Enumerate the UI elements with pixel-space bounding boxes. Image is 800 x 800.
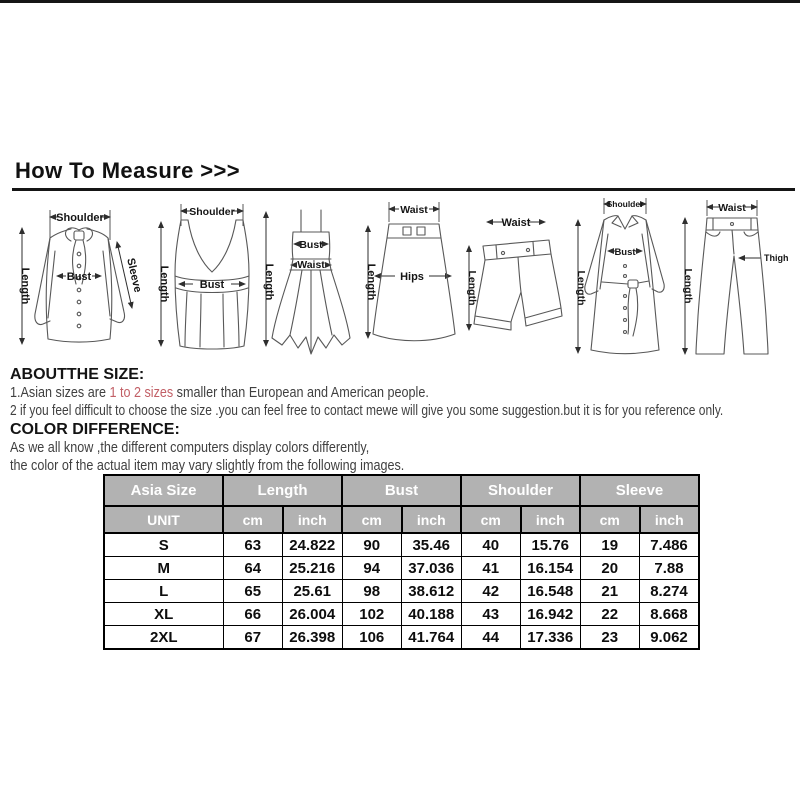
cell-value: 41 (461, 557, 521, 580)
cell-size: L (104, 580, 223, 603)
unit-cell: inch (283, 506, 343, 533)
cell-value: 15.76 (521, 533, 581, 557)
cell-value: 26.004 (283, 603, 343, 626)
table-row-m (104, 557, 699, 580)
coat-diagram (572, 196, 674, 364)
cell-value: 8.668 (640, 603, 700, 626)
pants-diagram (677, 196, 792, 364)
tank-shoulder-label: Shoulder (189, 206, 235, 218)
top-border-bar (0, 0, 800, 3)
cell-value: 7.88 (640, 557, 700, 580)
coat-bust-label: Bust (614, 247, 636, 258)
cell-value: 43 (461, 603, 521, 626)
pants-outline (696, 218, 768, 354)
cell-value: 8.274 (640, 580, 700, 603)
cell-value: 20 (580, 557, 640, 580)
cell-value: 21 (580, 580, 640, 603)
cell-value: 16.548 (521, 580, 581, 603)
cell-value: 38.612 (402, 580, 462, 603)
cell-value: 42 (461, 580, 521, 603)
cell-value: 26.398 (283, 626, 343, 650)
cell-size: XL (104, 603, 223, 626)
cell-size: S (104, 533, 223, 557)
color-difference-line2: the color of the actual item may vary slightly from the following images. (10, 457, 405, 474)
cell-value: 90 (342, 533, 402, 557)
cell-value: 41.764 (402, 626, 462, 650)
pants-thigh-label: Thigh (763, 253, 789, 263)
unit-cell: inch (640, 506, 700, 533)
cell-value: 25.216 (283, 557, 343, 580)
shorts-length-label: Length (465, 270, 478, 306)
cell-value: 17.336 (521, 626, 581, 650)
shorts-outline (474, 240, 562, 330)
size-table (103, 474, 700, 650)
coat-outline (585, 216, 664, 354)
cell-value: 98 (342, 580, 402, 603)
shorts-waist-label: Waist (501, 217, 531, 229)
blouse-sleeve-label: Sleeve (124, 256, 144, 294)
cell-value: 106 (342, 626, 402, 650)
pants-measure-lines (685, 207, 761, 354)
cell-value: 40.188 (402, 603, 462, 626)
cell-value: 19 (580, 533, 640, 557)
pants-length-label: Length (681, 268, 694, 304)
table-group-header-row (104, 475, 699, 506)
dress-outline (272, 210, 350, 354)
pants-waist-label: Waist (718, 202, 746, 214)
header-asia-size: Asia Size (104, 475, 223, 506)
table-row-l (104, 580, 699, 603)
page-title: How To Measure >>> (15, 158, 241, 183)
cell-value: 7.486 (640, 533, 700, 557)
cell-value: 94 (342, 557, 402, 580)
cell-value: 67 (223, 626, 283, 650)
skirt-hips-label: Hips (400, 271, 425, 283)
dress-waist-label: Waist (297, 259, 326, 271)
dress-length-label: Length (263, 263, 276, 301)
table-row-s (104, 533, 699, 557)
cell-size: 2XL (104, 626, 223, 650)
color-difference-heading: COLOR DIFFERENCE: (10, 421, 180, 438)
cell-size: M (104, 557, 223, 580)
blouse-length-label: Length (19, 267, 31, 305)
blouse-diagram (10, 196, 148, 364)
cell-value: 16.942 (521, 603, 581, 626)
blouse-bust-label: Bust (66, 271, 92, 283)
about-size-line1: 1.Asian sizes are 1 to 2 sizes smaller than European and American people. (10, 384, 429, 401)
header-length: Length (223, 475, 342, 506)
cell-value: 64 (223, 557, 283, 580)
measure-diagrams-row (10, 196, 792, 366)
unit-cell: cm (461, 506, 521, 533)
tank-bust-label: Bust (199, 279, 225, 291)
cell-value: 25.61 (283, 580, 343, 603)
cell-value: 65 (223, 580, 283, 603)
cell-value: 102 (342, 603, 402, 626)
table-unit-row (104, 506, 699, 533)
info-text-block (10, 365, 798, 475)
coat-measure-lines (578, 204, 646, 353)
unit-cell: inch (521, 506, 581, 533)
skirt-diagram (363, 196, 459, 364)
cell-value: 35.46 (402, 533, 462, 557)
blouse-shoulder-label: Shoulder (56, 212, 104, 224)
coat-shoulder-label: Shoulder (606, 199, 644, 209)
cell-value: 37.036 (402, 557, 462, 580)
shorts-diagram (463, 196, 569, 364)
blouse-outline (35, 228, 125, 342)
cell-value: 16.154 (521, 557, 581, 580)
about-size-line2: 2 if you feel difficult to choose the size .you can feel free to contact mewe will give you some suggestion.but it is for you reference only. (10, 402, 724, 419)
header-sleeve: Sleeve (580, 475, 699, 506)
tank-length-label: Length (158, 265, 171, 303)
skirt-waist-label: Waist (400, 204, 429, 216)
table-row-xl (104, 603, 699, 626)
cell-value: 24.822 (283, 533, 343, 557)
header-bust: Bust (342, 475, 461, 506)
tank-top-diagram (151, 196, 257, 364)
header-shoulder: Shoulder (461, 475, 580, 506)
about-size-heading: ABOUTTHE SIZE: (10, 366, 145, 383)
dress-bust-label: Bust (299, 239, 323, 251)
cell-value: 63 (223, 533, 283, 557)
unit-cell: cm (580, 506, 640, 533)
cell-value: 44 (461, 626, 521, 650)
unit-cell: inch (402, 506, 462, 533)
cell-value: 22 (580, 603, 640, 626)
title-divider (12, 188, 795, 191)
unit-cell: cm (342, 506, 402, 533)
unit-cell: cm (223, 506, 283, 533)
cell-value: 23 (580, 626, 640, 650)
coat-length-label: Length (574, 270, 587, 306)
cell-value: 66 (223, 603, 283, 626)
size-note-highlight: 1 to 2 sizes (109, 384, 174, 401)
table-row-2xl (104, 626, 699, 650)
shorts-measure-lines (469, 222, 545, 330)
unit-label: UNIT (104, 506, 223, 533)
cami-dress-diagram (260, 196, 360, 364)
color-difference-line1: As we all know ,the different computers display colors differently, (10, 439, 370, 456)
cell-value: 9.062 (640, 626, 700, 650)
cell-value: 40 (461, 533, 521, 557)
skirt-length-label: Length (365, 263, 378, 301)
